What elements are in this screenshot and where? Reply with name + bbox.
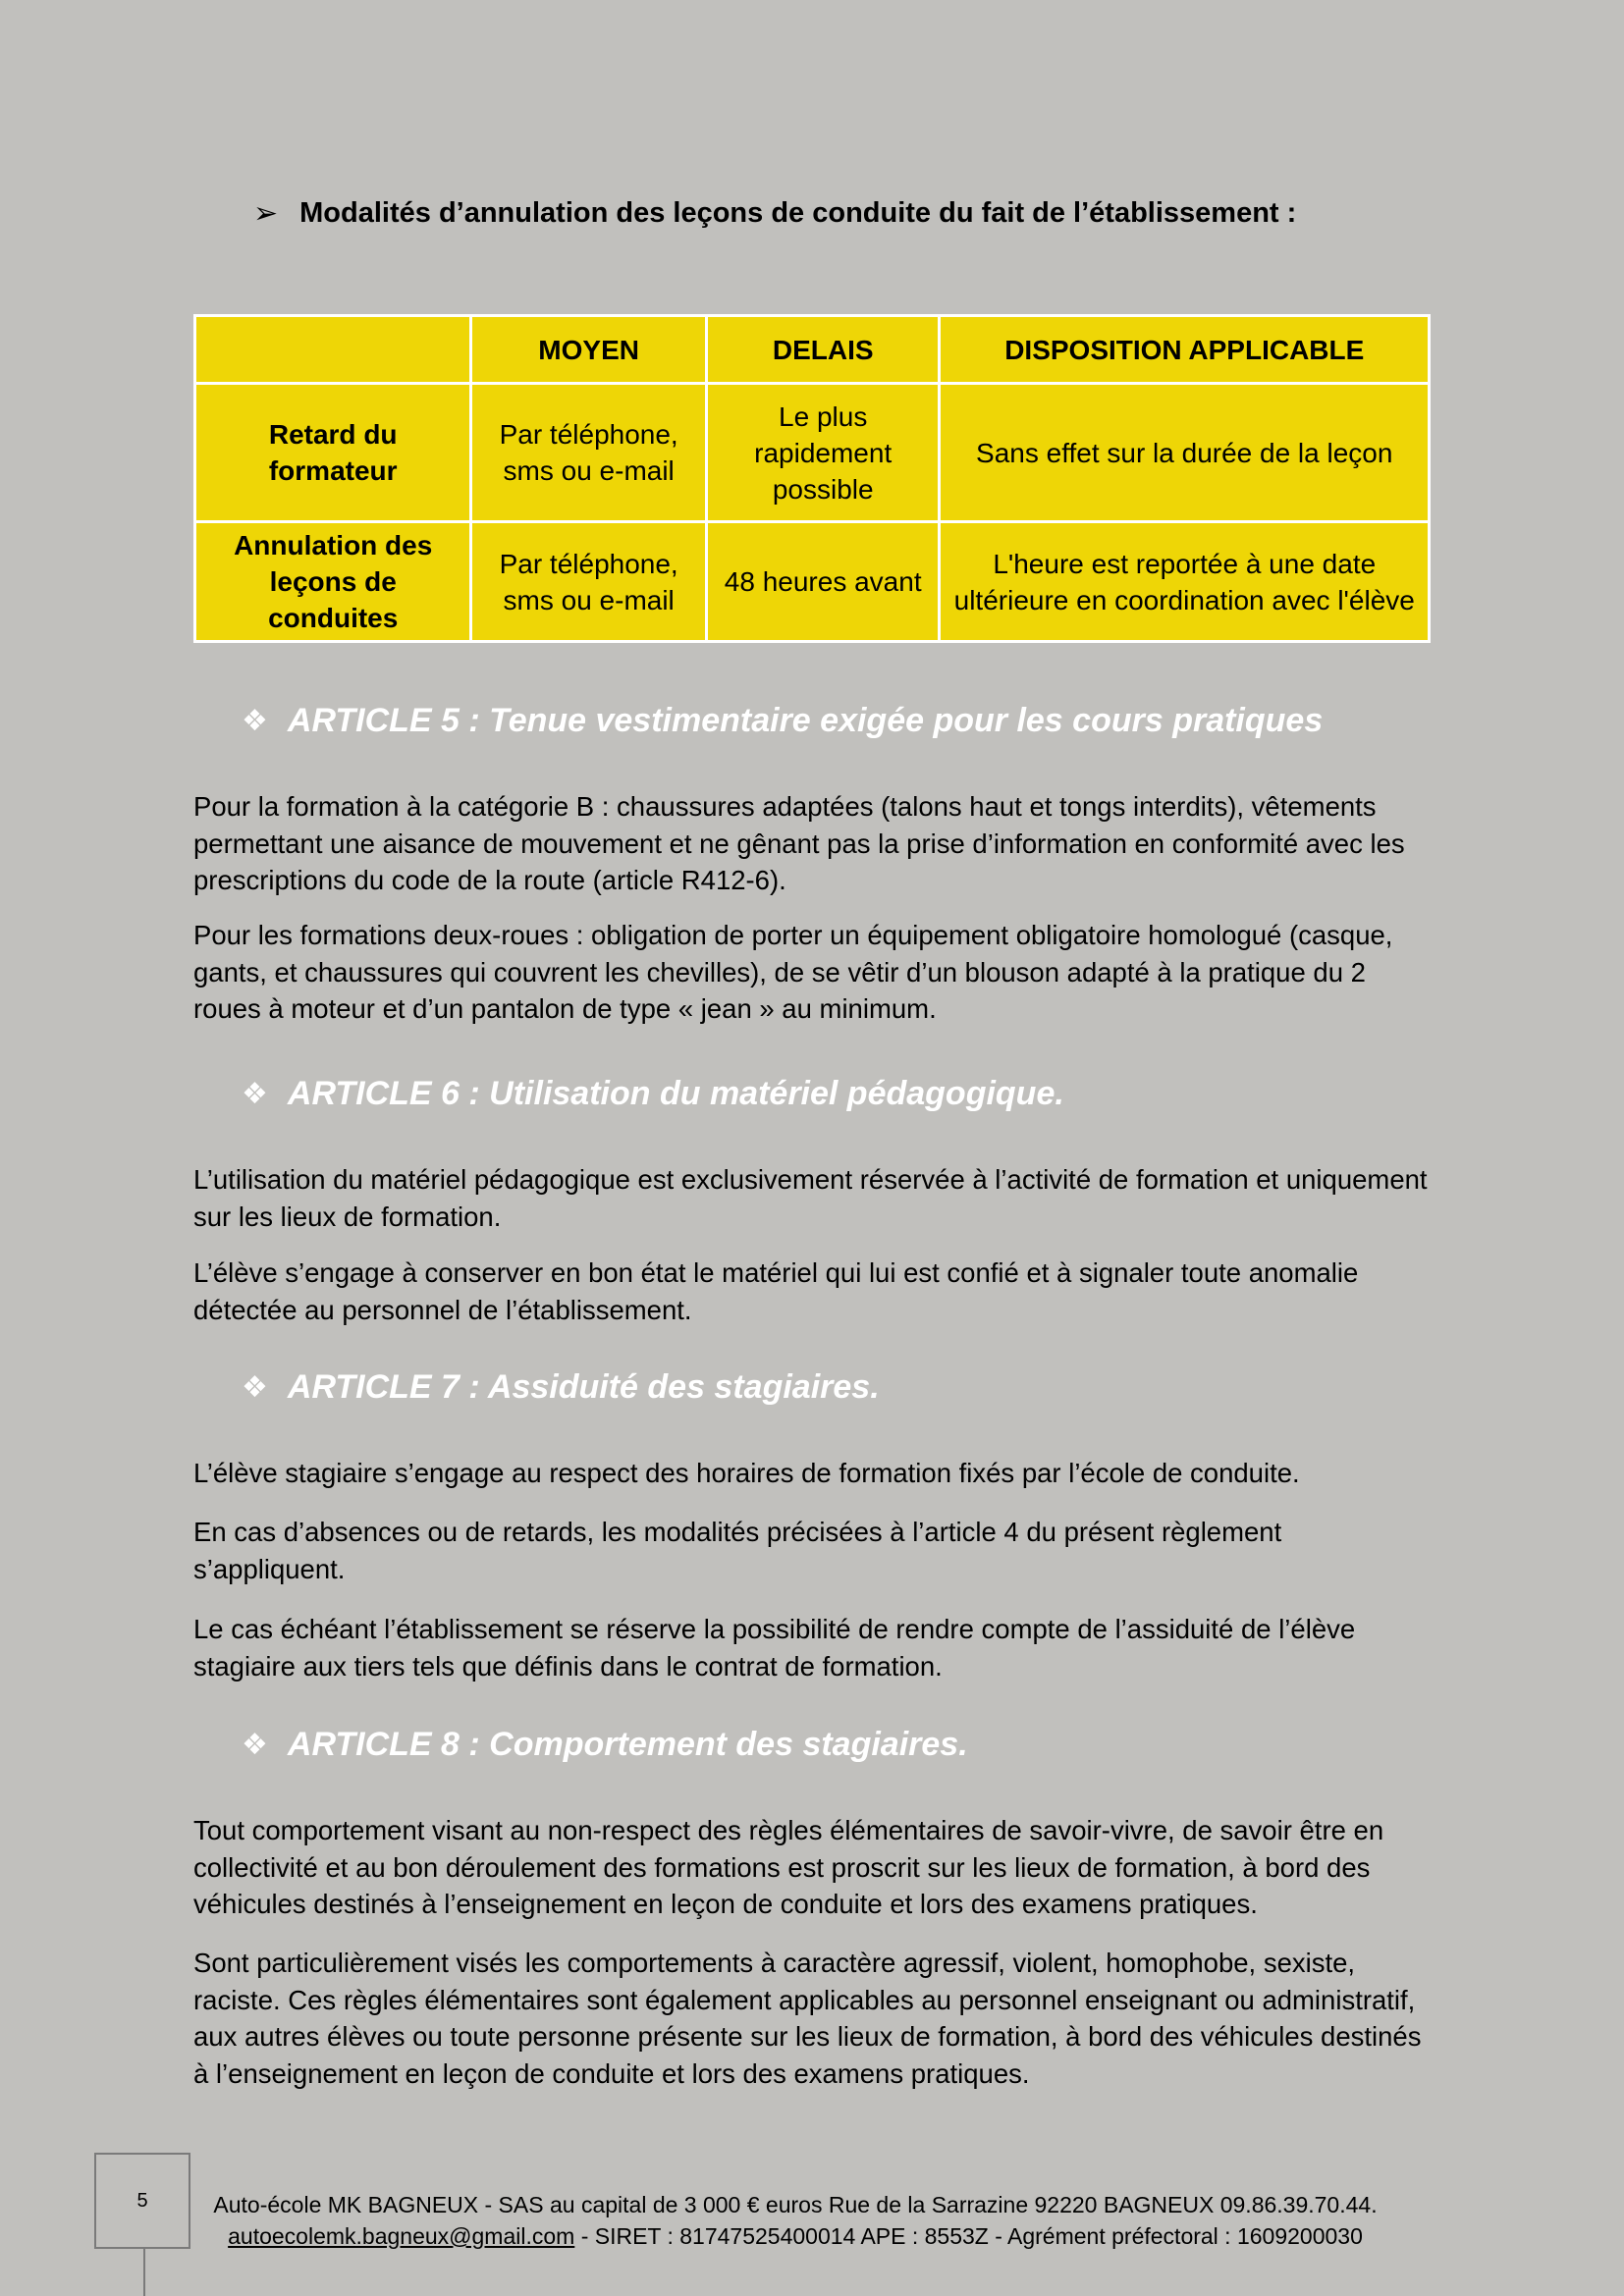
article-6-heading — [242, 1075, 1064, 1113]
diamond-bullet-icon: ❖ — [242, 705, 268, 737]
table-header-cell: DELAIS — [706, 316, 940, 384]
article-7-paragraph-2: En cas d’absences ou de retards, les modalités précisées à l’article 4 du présent règlement s’appliquent. — [193, 1517, 1282, 1584]
footer-line-2 — [196, 2220, 1394, 2252]
table-cell: Sans effet sur la durée de la leçon — [940, 384, 1430, 522]
article-5-paragraph-1: Pour la formation à la catégorie B : chaussures adaptées (talons haut et tongs interdits), vêtements permettant une aisance de mouvement et ne gênant pas la prise d’information en conformité avec les prescriptions du code de la route (article R412-6). — [193, 791, 1405, 895]
footer-email-link[interactable]: autoecolemk.bagneux@gmail.com — [228, 2223, 575, 2249]
article-5-paragraph-2: Pour les formations deux-roues : obligation de porter un équipement obligatoire homologué (casque, gants, et chaussures qui couvrent les chevilles), de se vêtir d’un blouson adapté à la pratique du 2 roues à moteur et d’un pantalon de type « jean » au minimum. — [193, 920, 1393, 1024]
cancellation-table — [193, 314, 1431, 643]
article-6-paragraph-1: L’utilisation du matériel pédagogique est exclusivement réservée à l’activité de formation et uniquement sur les lieux de formation. — [193, 1164, 1428, 1232]
table-row — [195, 384, 1430, 522]
footer — [196, 2189, 1394, 2252]
section-heading — [253, 196, 1296, 231]
article-title: ARTICLE 6 : Utilisation du matériel pédagogique. — [287, 1075, 1064, 1112]
page-number: 5 — [136, 2189, 148, 2212]
article-7-paragraph-1: L’élève stagiaire s’engage au respect des horaires de formation fixés par l’école de conduite. — [193, 1458, 1300, 1488]
footer-line-2-rest: - SIRET : 81747525400014 APE : 8553Z - Agrément préfectoral : 1609200030 — [574, 2223, 1363, 2249]
article-title: ARTICLE 5 : Tenue vestimentaire exigée pour les cours pratiques — [287, 702, 1324, 739]
article-6-paragraph-2: L’élève s’engage à conserver en bon état le matériel qui lui est confié et à signaler toute anomalie détectée au personnel de l’établissement. — [193, 1257, 1359, 1325]
article-8-paragraph-2: Sont particulièrement visés les comportements à caractère agressif, violent, homophobe, sexiste, raciste. Ces règles élémentaires sont également applicables au personnel enseignant ou administratif, aux autres élèves ou toute personne présente sur les lieux de formation, à bord des véhicules destinés à l’enseignement en leçon de conduite et lors des examens pratiques. — [193, 1948, 1422, 2089]
table-row — [195, 522, 1430, 642]
table-header-cell — [195, 316, 471, 384]
article-7-paragraph-3: Le cas échéant l’établissement se réserve la possibilité de rendre compte de l’assiduité de l’élève stagiaire aux tiers tels que définis dans le contrat de formation. — [193, 1614, 1356, 1682]
table-row-header: Annulation des leçons de conduites — [195, 522, 471, 642]
article-8-heading — [242, 1726, 968, 1764]
page-number-box — [94, 2153, 190, 2249]
table-cell: Par téléphone, sms ou e-mail — [471, 522, 707, 642]
table-row-header: Retard du formateur — [195, 384, 471, 522]
article-7-heading — [242, 1368, 880, 1407]
section-heading-text: Modalités d’annulation des leçons de conduite du fait de l’établissement : — [299, 197, 1297, 229]
article-8-paragraph-1: Tout comportement visant au non-respect des règles élémentaires de savoir-vivre, de savoir être en collectivité et au bon déroulement des formations est proscrit sur les lieux de formation, à bord des véhicules destinés à l’enseignement en leçon de conduite et lors des examens pratiques. — [193, 1815, 1384, 1919]
arrow-bullet-icon: ➢ — [253, 197, 279, 230]
diamond-bullet-icon: ❖ — [242, 1729, 268, 1761]
table-header-cell: MOYEN — [471, 316, 707, 384]
table-header-row — [195, 316, 1430, 384]
footer-line-1: Auto-école MK BAGNEUX - SAS au capital de 3 000 € euros Rue de la Sarrazine 92220 BAGNEUX 09.86.39.70.44. — [213, 2192, 1378, 2217]
diamond-bullet-icon: ❖ — [242, 1371, 268, 1404]
table-cell: L'heure est reportée à une date ultérieure en coordination avec l'élève — [940, 522, 1430, 642]
article-title: ARTICLE 7 : Assiduité des stagiaires. — [287, 1368, 880, 1406]
table-cell: Le plus rapidement possible — [706, 384, 940, 522]
article-title: ARTICLE 8 : Comportement des stagiaires. — [287, 1726, 968, 1763]
diamond-bullet-icon: ❖ — [242, 1078, 268, 1110]
table-header-cell: DISPOSITION APPLICABLE — [940, 316, 1430, 384]
footer-divider — [143, 2247, 145, 2296]
table-cell: 48 heures avant — [706, 522, 940, 642]
table-cell: Par téléphone, sms ou e-mail — [471, 384, 707, 522]
article-5-heading — [242, 702, 1323, 740]
